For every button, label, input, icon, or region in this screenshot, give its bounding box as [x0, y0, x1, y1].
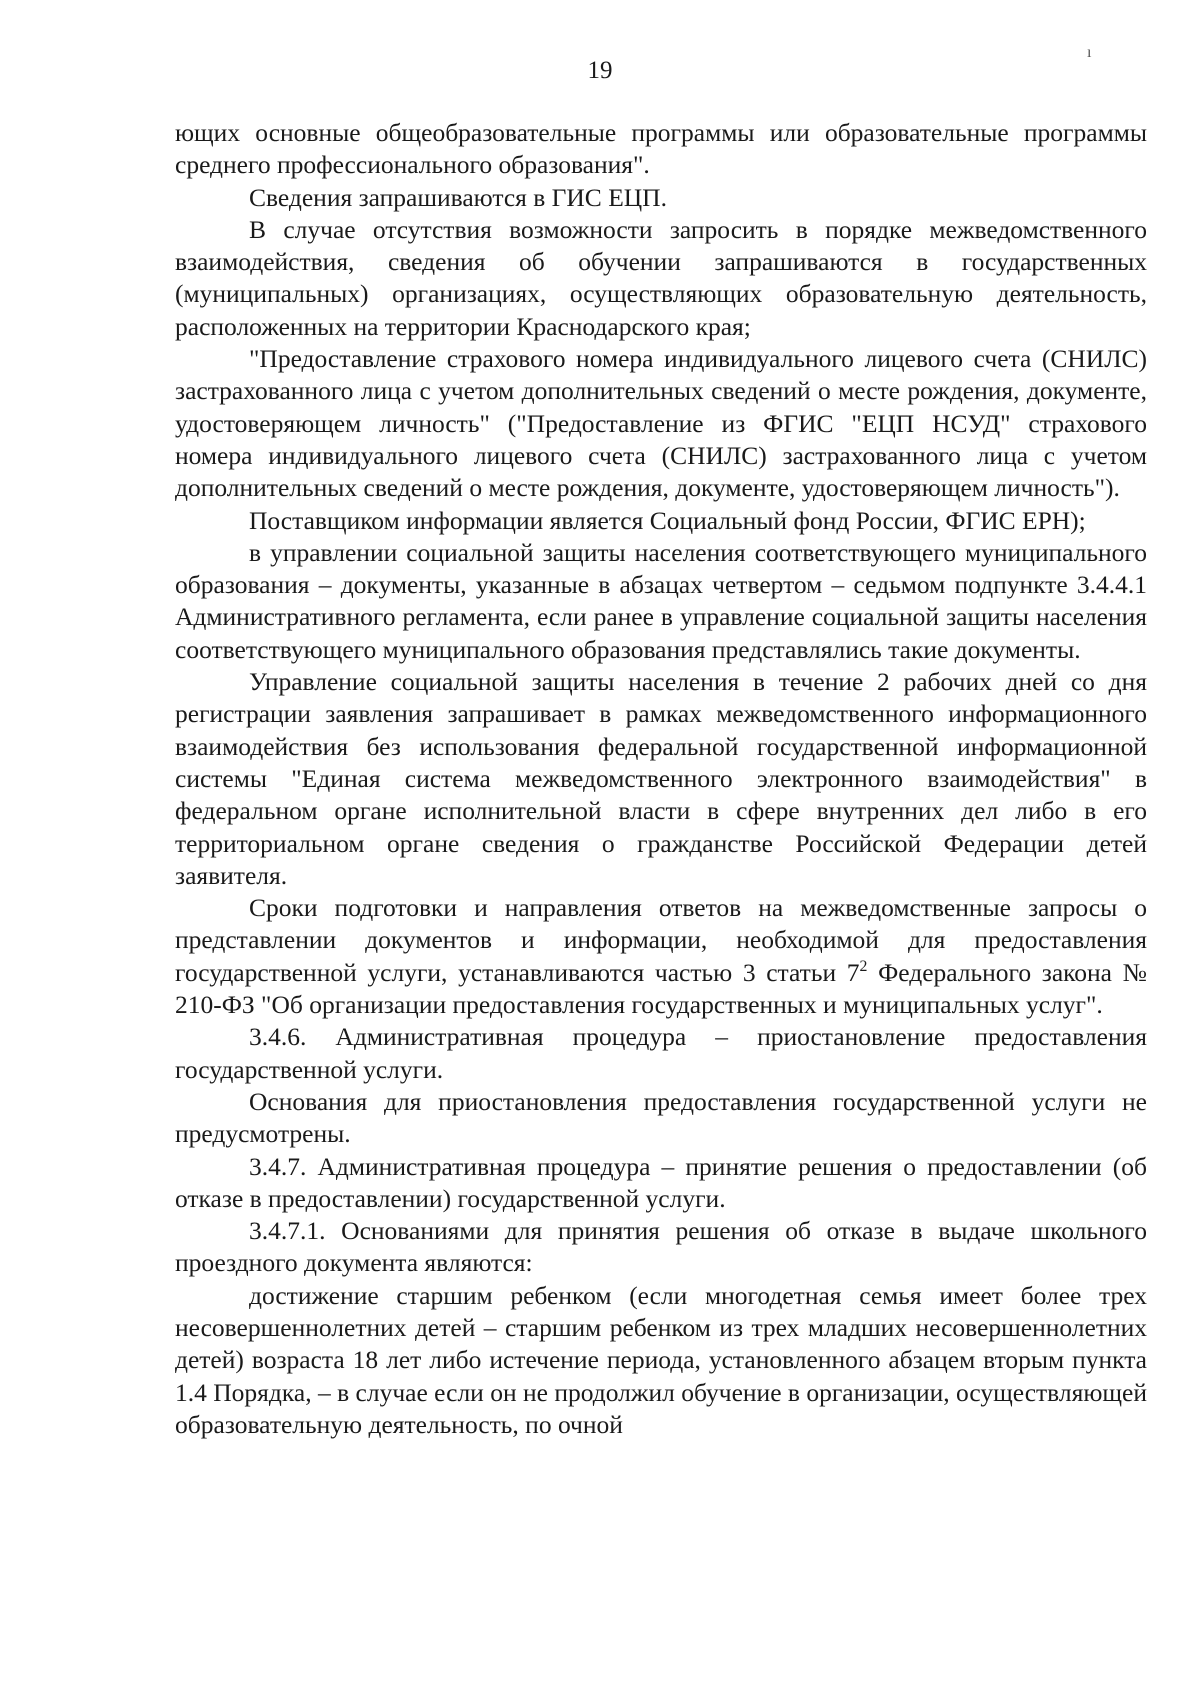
- page-number: 19: [587, 57, 613, 84]
- paragraph-3: В случае отсутствия возможности запросить в порядке межведомственного взаимодействия, сведения об обучении запрашиваются в государственных (муниципальных) организациях, осуществляющих образовательную деятельность, расположенных на территории Краснодарского края;: [175, 214, 1147, 341]
- paragraph-4: "Предоставление страхового номера индивидуального лицевого счета (СНИЛС) застрахованного лица с учетом дополнительных сведений о месте рождения, документе, удостоверяющем личность" ("Предоставление из ФГИС "ЕЦП НСУД" страхового номера индивидуального лицевого счета (СНИЛС) застрахованного лица с учетом дополнительных сведений о месте рождения, документе, удостоверяющем личность").: [175, 344, 1147, 503]
- paragraph-7: Управление социальной защиты населения в течение 2 рабочих дней со дня регистрации заявления запрашивает в рамках межведомственного информационного взаимодействия без использования федеральной государственной информационной системы "Единая система межведомственного электронного взаимодействия" в федеральном органе исполнительной власти в сфере внутренних дел либо в его территориальном органе сведения о гражданстве Российской Федерации детей заявителя.: [175, 667, 1147, 890]
- paragraph-5: Поставщиком информации является Социальный фонд России, ФГИС ЕРН);: [249, 505, 1086, 535]
- paragraph-8: [175, 892, 1147, 1021]
- paragraph-8-text-before: Сроки подготовки и направления ответов на межведомственные запросы о представлении документов и информации, необходимой для предоставления государственной услуги, устанавливаются частью 3 статьи 7: [175, 893, 1147, 987]
- paragraph-2: Сведения запрашиваются в ГИС ЕЦП.: [249, 182, 667, 212]
- paragraph-12: 3.4.7.1. Основаниями для принятия решения об отказе в выдаче школьного проездного документа являются:: [175, 1216, 1147, 1278]
- paragraph-9: 3.4.6. Административная процедура – приостановление предоставления государственной услуги.: [175, 1022, 1147, 1084]
- paragraph-8-text-after: Федерального закона № 210-ФЗ "Об организации предоставления государственных и муниципальных услуг".: [175, 957, 1147, 1020]
- superscript-2: 2: [859, 957, 868, 975]
- paragraph-1: ющих основные общеобразовательные программы или образовательные программы среднего профессионального образования".: [175, 118, 1147, 180]
- document-body: [175, 117, 1147, 1441]
- paragraph-11: 3.4.7. Административная процедура – принятие решения о предоставлении (об отказе в предоставлении) государственной услуги.: [175, 1151, 1147, 1213]
- scan-mark: ı: [1087, 44, 1092, 61]
- paragraph-10: Основания для приостановления предоставления государственной услуги не предусмотрены.: [175, 1086, 1147, 1149]
- paragraph-6: в управлении социальной защиты населения соответствующего муниципального образования – документы, указанные в абзацах четвертом – седьмом подпункте 3.4.4.1 Административного регламента, если ранее в управление социальной защиты населения соответствующего муниципального образования представлялись такие документы.: [175, 537, 1147, 664]
- paragraph-13: достижение старшим ребенком (если многодетная семья имеет более трех несовершеннолетних детей – старшим ребенком из трех младших несовершеннолетних детей) возраста 18 лет либо истечение периода, установленного абзацем вторым пункта 1.4 Порядка, – в случае если он не продолжил обучение в организации, осуществляющей образовательную деятельность, по очной: [175, 1280, 1147, 1439]
